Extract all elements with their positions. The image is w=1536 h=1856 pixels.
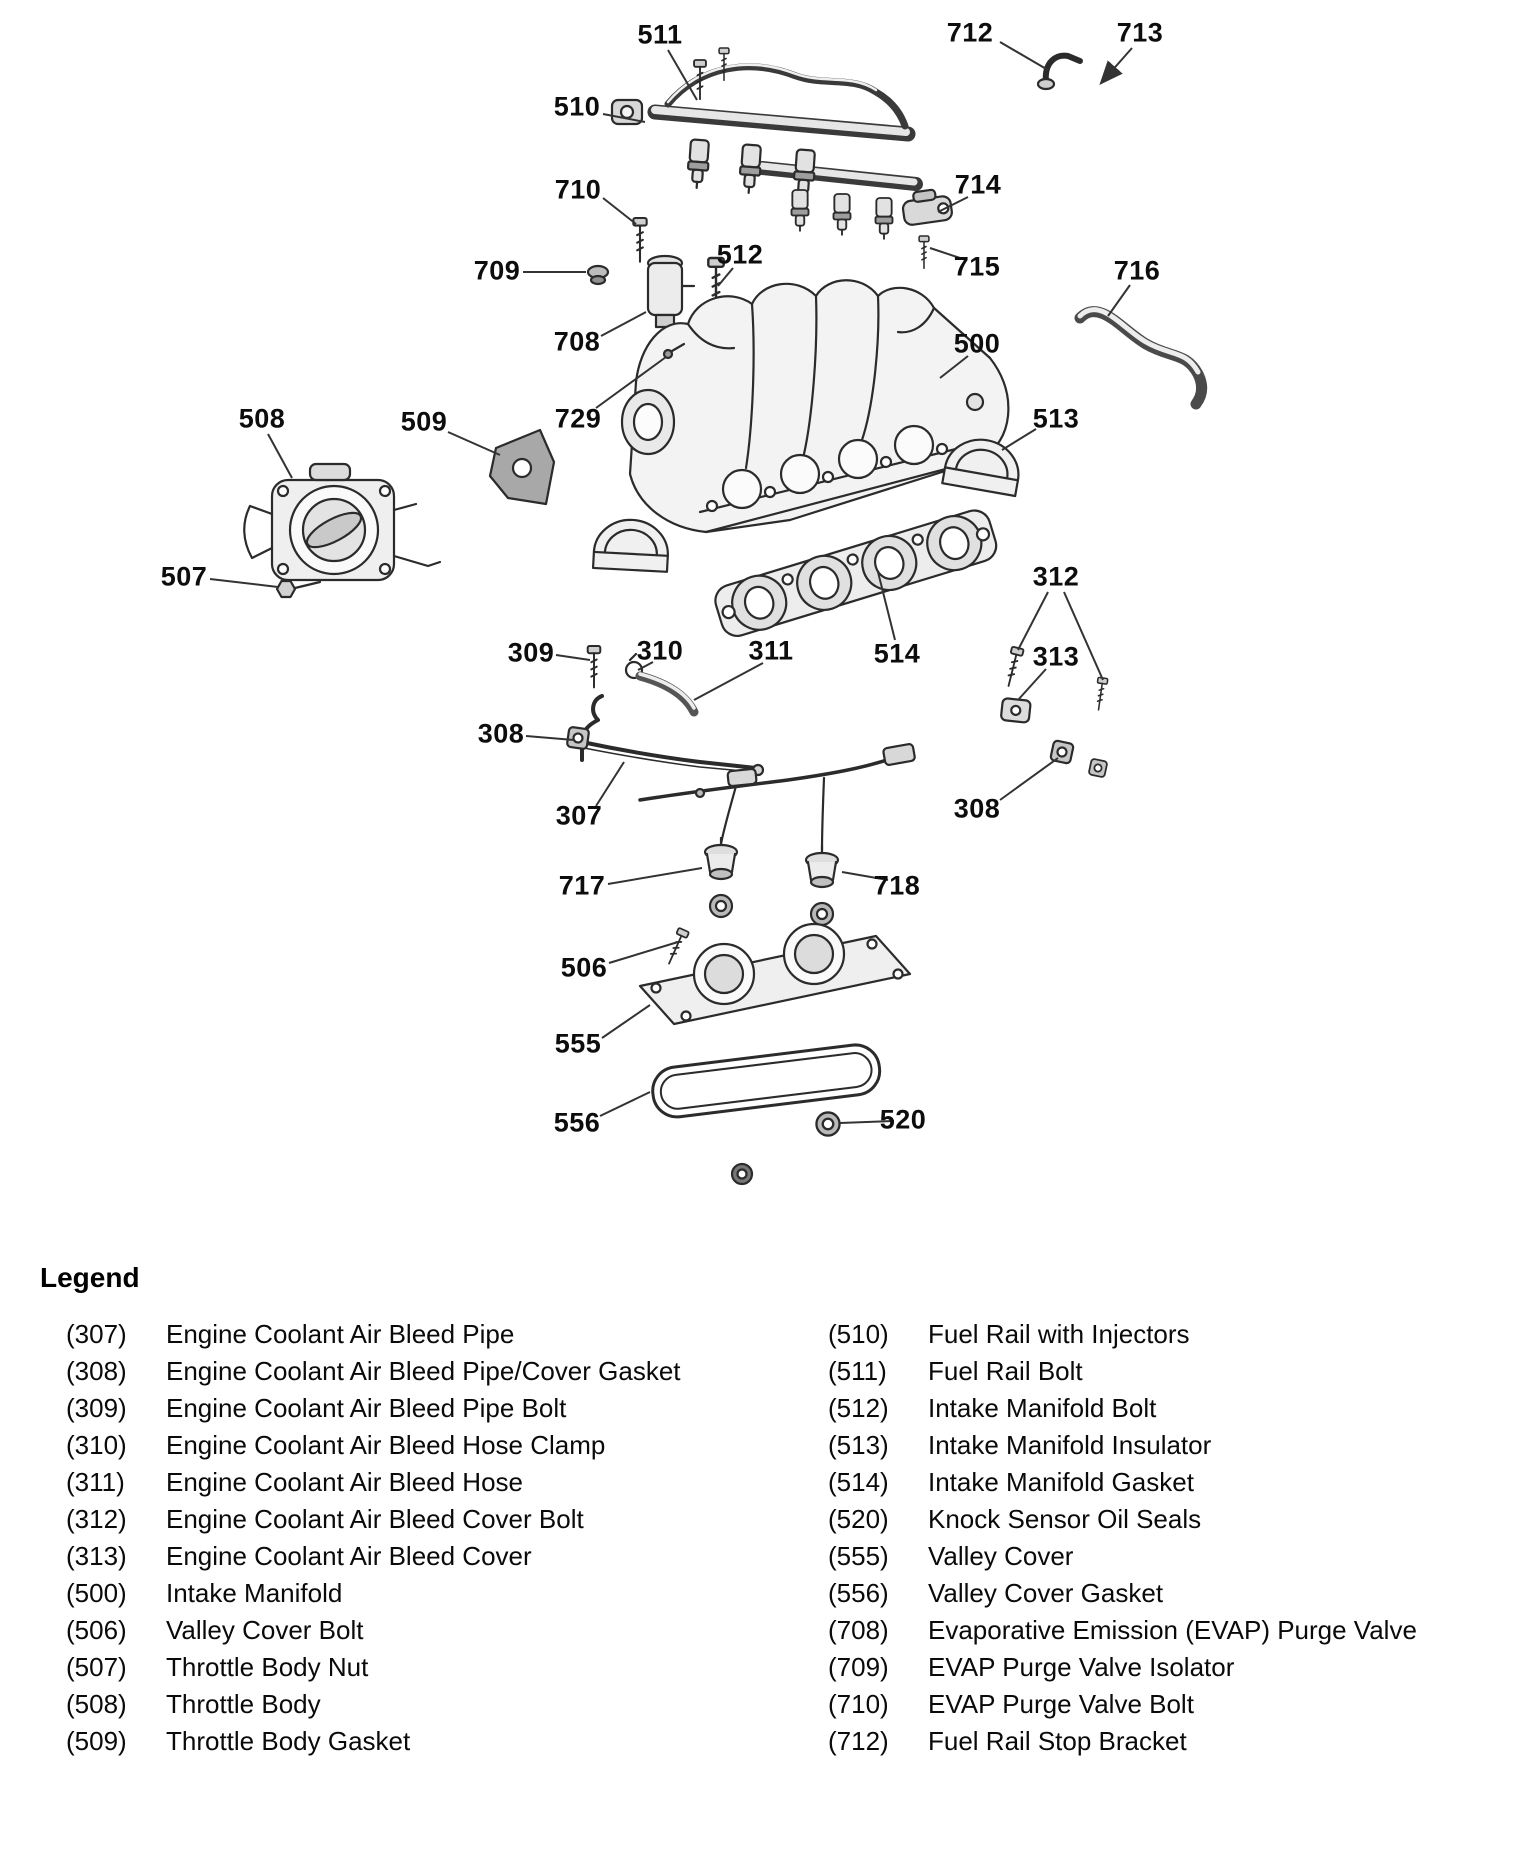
legend-item-label: Engine Coolant Air Bleed Hose Clamp — [166, 1430, 606, 1460]
callout-712: 712 — [946, 17, 994, 48]
callout-714: 714 — [954, 169, 1002, 200]
legend-item-label: Throttle Body — [166, 1689, 321, 1719]
callout-312: 312 — [1032, 561, 1080, 592]
callout-555: 555 — [554, 1028, 602, 1059]
leader-line-712 — [1000, 42, 1048, 70]
callout-520: 520 — [879, 1104, 927, 1135]
legend-item-710 — [828, 1686, 1534, 1723]
leader-line-311 — [694, 663, 763, 700]
legend-item-555 — [828, 1538, 1534, 1575]
leader-line-308 — [526, 736, 574, 740]
legend-item-708 — [828, 1612, 1534, 1649]
legend-item-label: Engine Coolant Air Bleed Cover Bolt — [166, 1504, 584, 1534]
leader-line-508 — [268, 434, 292, 478]
leader-line-717 — [608, 868, 702, 884]
callout-500: 500 — [953, 328, 1001, 359]
legend-item-label: Engine Coolant Air Bleed Pipe Bolt — [166, 1393, 567, 1423]
callout-556: 556 — [553, 1107, 601, 1138]
legend-item-label: Intake Manifold Gasket — [928, 1467, 1194, 1497]
callout-308: 308 — [477, 718, 525, 749]
legend-item-507 — [66, 1649, 766, 1686]
legend-item-number: (520) — [828, 1504, 889, 1534]
legend-item-511 — [828, 1353, 1534, 1390]
leader-line-555 — [602, 1005, 650, 1038]
callout-511: 511 — [637, 19, 683, 50]
legend-item-label: Engine Coolant Air Bleed Pipe — [166, 1319, 515, 1349]
legend-item-number: (712) — [828, 1726, 889, 1756]
legend-item-number: (310) — [66, 1430, 127, 1460]
legend-item-709 — [828, 1649, 1534, 1686]
legend-item-number: (510) — [828, 1319, 889, 1349]
leader-line-512 — [718, 268, 733, 286]
legend-item-number: (508) — [66, 1689, 127, 1719]
legend-item-514 — [828, 1464, 1534, 1501]
legend-item-506 — [66, 1612, 766, 1649]
legend-item-310 — [66, 1427, 766, 1464]
callout-729: 729 — [554, 403, 602, 434]
callout-510: 510 — [553, 91, 601, 122]
callout-709: 709 — [473, 255, 521, 286]
legend-item-number: (307) — [66, 1319, 127, 1349]
leader-line-506 — [609, 942, 678, 963]
legend-item-309 — [66, 1390, 766, 1427]
legend-item-312 — [66, 1501, 766, 1538]
callout-507: 507 — [160, 561, 208, 592]
legend-item-label: Fuel Rail Stop Bracket — [928, 1726, 1187, 1756]
leader-line-313 — [1018, 669, 1046, 700]
legend-item-label: Intake Manifold Insulator — [928, 1430, 1212, 1460]
callout-310: 310 — [636, 635, 684, 666]
legend-column-right — [828, 1316, 1534, 1760]
legend-item-number: (308) — [66, 1356, 127, 1386]
leader-line-507 — [210, 579, 278, 587]
legend-item-label: Engine Coolant Air Bleed Pipe/Cover Gasket — [166, 1356, 681, 1386]
callout-708: 708 — [553, 326, 601, 357]
callout-513: 513 — [1032, 403, 1080, 434]
callout-713: 713 — [1116, 17, 1164, 48]
legend-item-label: Throttle Body Gasket — [166, 1726, 411, 1756]
callout-718: 718 — [873, 870, 921, 901]
callout-309: 309 — [507, 637, 555, 668]
leader-line-556 — [600, 1092, 650, 1116]
legend-item-509 — [66, 1723, 766, 1760]
legend-item-712 — [828, 1723, 1534, 1760]
leader-line-511 — [668, 50, 697, 100]
callout-506: 506 — [560, 952, 608, 983]
leader-line-309 — [556, 655, 590, 660]
legend-item-number: (709) — [828, 1652, 889, 1682]
legend-item-label: Knock Sensor Oil Seals — [928, 1504, 1202, 1534]
leader-line-713 — [1102, 48, 1132, 82]
legend-item-number: (507) — [66, 1652, 127, 1682]
legend-item-number: (512) — [828, 1393, 889, 1423]
callout-514: 514 — [873, 638, 921, 669]
legend-item-number: (511) — [828, 1356, 887, 1386]
leader-line-710 — [603, 198, 636, 224]
legend-item-520 — [828, 1501, 1534, 1538]
callout-508: 508 — [238, 403, 286, 434]
legend-item-label: Valley Cover — [928, 1541, 1074, 1571]
legend-item-number: (506) — [66, 1615, 127, 1645]
legend-item-label: Fuel Rail Bolt — [928, 1356, 1083, 1386]
legend-item-label: Throttle Body Nut — [166, 1652, 369, 1682]
legend-item-number: (313) — [66, 1541, 127, 1571]
legend-title: Legend — [40, 1262, 140, 1293]
legend-item-513 — [828, 1427, 1534, 1464]
leader-line-509 — [448, 432, 500, 455]
legend-item-number: (309) — [66, 1393, 127, 1423]
callout-716: 716 — [1113, 255, 1161, 286]
legend-item-number: (556) — [828, 1578, 889, 1608]
legend-item-313 — [66, 1538, 766, 1575]
callout-307: 307 — [555, 800, 603, 831]
legend-item-label: EVAP Purge Valve Isolator — [928, 1652, 1235, 1682]
legend-item-number: (710) — [828, 1689, 889, 1719]
legend-column-left — [66, 1316, 766, 1760]
callout-715: 715 — [953, 251, 1001, 282]
legend-item-label: Valley Cover Gasket — [928, 1578, 1164, 1608]
leader-line-513 — [1002, 429, 1036, 450]
legend-item-label: Engine Coolant Air Bleed Hose — [166, 1467, 524, 1497]
legend-item-number: (500) — [66, 1578, 127, 1608]
callout-509: 509 — [400, 406, 448, 437]
callout-710: 710 — [554, 174, 602, 205]
legend-item-label: Intake Manifold — [166, 1578, 343, 1608]
leader-line-510 — [603, 114, 645, 122]
legend-item-510 — [828, 1316, 1534, 1353]
legend-item-number: (312) — [66, 1504, 127, 1534]
leader-line-729 — [596, 357, 666, 408]
callout-311: 311 — [748, 635, 794, 666]
legend-item-label: Valley Cover Bolt — [166, 1615, 364, 1645]
legend-item-307 — [66, 1316, 766, 1353]
legend-item-500 — [66, 1575, 766, 1612]
callout-717: 717 — [558, 870, 606, 901]
legend-item-311 — [66, 1464, 766, 1501]
legend-item-308 — [66, 1353, 766, 1390]
legend-item-512 — [828, 1390, 1534, 1427]
legend-item-number: (513) — [828, 1430, 889, 1460]
legend-item-label: Fuel Rail with Injectors — [928, 1319, 1190, 1349]
legend-item-556 — [828, 1575, 1534, 1612]
legend-item-label: Evaporative Emission (EVAP) Purge Valve — [928, 1615, 1417, 1645]
legend-item-number: (708) — [828, 1615, 889, 1645]
leader-line-716 — [1108, 285, 1130, 316]
legend-item-number: (311) — [66, 1467, 125, 1497]
leader-line-308 — [1000, 758, 1058, 800]
legend-item-508 — [66, 1686, 766, 1723]
legend-item-number: (509) — [66, 1726, 127, 1756]
legend-item-number: (555) — [828, 1541, 889, 1571]
leader-line-307 — [596, 762, 624, 806]
leader-line-708 — [601, 312, 646, 336]
legend-item-label: EVAP Purge Valve Bolt — [928, 1689, 1194, 1719]
callout-313: 313 — [1032, 641, 1080, 672]
callout-308: 308 — [953, 793, 1001, 824]
legend-item-label: Engine Coolant Air Bleed Cover — [166, 1541, 532, 1571]
leader-line-514 — [878, 572, 895, 640]
legend-item-number: (514) — [828, 1467, 889, 1497]
callout-512: 512 — [716, 239, 764, 270]
legend-item-label: Intake Manifold Bolt — [928, 1393, 1157, 1423]
